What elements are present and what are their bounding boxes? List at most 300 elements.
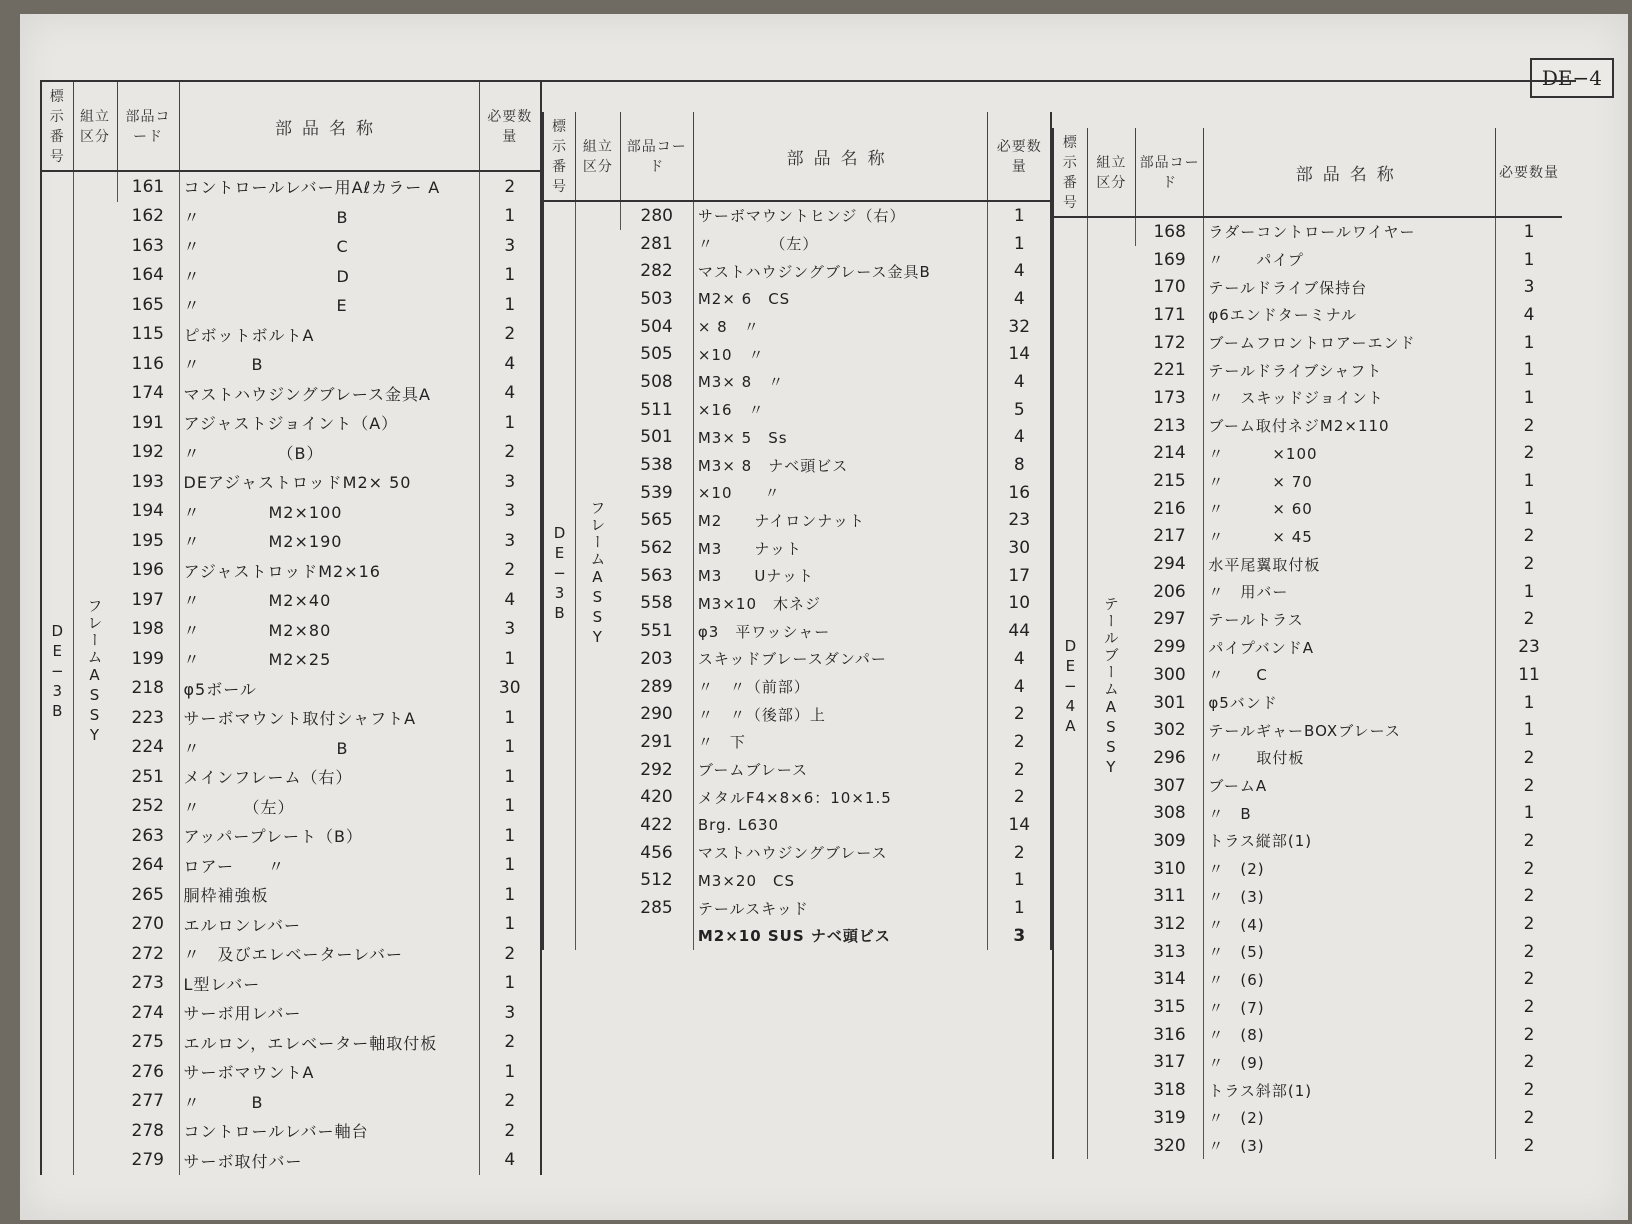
required-qty: 1 bbox=[479, 202, 541, 232]
required-qty: 3 bbox=[1496, 273, 1562, 301]
required-qty: 1 bbox=[988, 201, 1051, 230]
part-name: φ5バンド bbox=[1204, 689, 1496, 717]
required-qty: 2 bbox=[988, 700, 1051, 728]
part-code: 223 bbox=[131, 707, 164, 728]
part-code: 501 bbox=[640, 427, 673, 448]
required-qty: 2 bbox=[1496, 744, 1562, 772]
part-name: 胴枠補強板 bbox=[179, 880, 479, 910]
part-code: 505 bbox=[640, 344, 673, 365]
required-qty: 14 bbox=[988, 811, 1051, 839]
required-qty: 2 bbox=[479, 1116, 541, 1146]
part-code: 163 bbox=[131, 235, 164, 256]
required-qty: 4 bbox=[479, 379, 541, 409]
part-code: 307 bbox=[1153, 775, 1186, 796]
part-name: 〃 B bbox=[179, 733, 479, 763]
assembly-group-cell bbox=[1087, 217, 1135, 1159]
part-name: 〃 (8) bbox=[1204, 1021, 1496, 1049]
part-name: サーボマウントヒンジ（右） bbox=[693, 201, 988, 230]
part-code: 276 bbox=[131, 1061, 164, 1082]
assembly-group-label: フレームASSY bbox=[588, 499, 607, 648]
required-qty: 3 bbox=[479, 497, 541, 527]
part-code: 301 bbox=[1153, 692, 1186, 713]
required-qty: 1 bbox=[1496, 356, 1562, 384]
required-qty: 2 bbox=[1496, 966, 1562, 994]
part-name: マストハウジングブレース金具A bbox=[179, 379, 479, 409]
part-name: ×10 〃 bbox=[693, 479, 988, 507]
required-qty: 4 bbox=[479, 585, 541, 615]
part-name: 〃 用バー bbox=[1204, 578, 1496, 606]
required-qty: 2 bbox=[988, 783, 1051, 811]
part-code: 318 bbox=[1153, 1080, 1186, 1101]
part-code: 313 bbox=[1153, 941, 1186, 962]
part-code: 279 bbox=[131, 1150, 164, 1171]
part-name: 〃 C bbox=[179, 231, 479, 261]
part-code: 252 bbox=[131, 796, 164, 817]
part-name: アッパープレート（B） bbox=[179, 821, 479, 851]
required-qty: 1 bbox=[1496, 799, 1562, 827]
header-assembly-group: 組立区分 bbox=[1087, 128, 1135, 217]
part-name: 〃 （B） bbox=[179, 438, 479, 468]
assembly-group-label: フレームASSY bbox=[85, 597, 104, 746]
part-code: 511 bbox=[640, 399, 673, 420]
part-name: サーボマウント取付シャフトA bbox=[179, 703, 479, 733]
required-qty: 4 bbox=[988, 645, 1051, 673]
required-qty: 1 bbox=[479, 762, 541, 792]
required-qty: 3 bbox=[479, 615, 541, 645]
required-qty: 1 bbox=[1496, 329, 1562, 357]
required-qty: 1 bbox=[479, 703, 541, 733]
required-qty: 30 bbox=[988, 534, 1051, 562]
header-marker-no: 標示番号 bbox=[543, 112, 576, 201]
part-name: テールドライブ保持台 bbox=[1204, 273, 1496, 301]
required-qty: 2 bbox=[479, 320, 541, 350]
part-code: 274 bbox=[131, 1002, 164, 1023]
part-code: 289 bbox=[640, 676, 673, 697]
part-code: 291 bbox=[640, 731, 673, 752]
part-code: 194 bbox=[131, 501, 164, 522]
required-qty: 1 bbox=[479, 880, 541, 910]
part-code: 308 bbox=[1153, 803, 1186, 824]
part-name: 〃 M2×100 bbox=[179, 497, 479, 527]
part-code: 563 bbox=[640, 565, 673, 586]
part-code: 300 bbox=[1153, 664, 1186, 685]
part-name: Brg. L630 bbox=[693, 811, 988, 839]
part-name: 〃 〃（前部） bbox=[693, 673, 988, 701]
part-code: 192 bbox=[131, 442, 164, 463]
part-code: 263 bbox=[131, 825, 164, 846]
required-qty: 4 bbox=[988, 285, 1051, 313]
part-name: 〃 B bbox=[179, 202, 479, 232]
required-qty: 1 bbox=[1496, 217, 1562, 246]
part-name: φ3 平ワッシャー bbox=[693, 617, 988, 645]
required-qty: 1 bbox=[479, 792, 541, 822]
table-row bbox=[41, 171, 541, 202]
required-qty: 23 bbox=[988, 507, 1051, 535]
required-qty: 1 bbox=[479, 644, 541, 674]
required-qty: 1 bbox=[479, 821, 541, 851]
part-name: 〃 D bbox=[179, 261, 479, 291]
parts-table-1 bbox=[40, 82, 542, 1175]
required-qty: 2 bbox=[1496, 550, 1562, 578]
required-qty: 2 bbox=[1496, 938, 1562, 966]
required-qty: 1 bbox=[479, 851, 541, 881]
part-code: 213 bbox=[1153, 415, 1186, 436]
part-name: M3 ナット bbox=[693, 534, 988, 562]
part-name: ピボットボルトA bbox=[179, 320, 479, 350]
required-qty: 17 bbox=[988, 562, 1051, 590]
part-name: スキッドブレースダンパー bbox=[693, 645, 988, 673]
part-name: 水平尾翼取付板 bbox=[1204, 550, 1496, 578]
part-code: 217 bbox=[1153, 526, 1186, 547]
required-qty: 16 bbox=[988, 479, 1051, 507]
required-qty: 1 bbox=[479, 969, 541, 999]
part-name: ラダーコントロールワイヤー bbox=[1204, 217, 1496, 246]
part-code: 199 bbox=[131, 648, 164, 669]
part-name: サーボマウントA bbox=[179, 1057, 479, 1087]
part-name: トラス縦部(1) bbox=[1204, 827, 1496, 855]
part-name: 〃 下 bbox=[693, 728, 988, 756]
part-code: 558 bbox=[640, 593, 673, 614]
marker-cell bbox=[1053, 217, 1087, 1159]
part-name: 〃 （左） bbox=[179, 792, 479, 822]
part-code: 191 bbox=[131, 412, 164, 433]
part-name: エルロン，エレベーター軸取付板 bbox=[179, 1028, 479, 1058]
part-name: ×16 〃 bbox=[693, 396, 988, 424]
part-name: ブームフロントロアーエンド bbox=[1204, 329, 1496, 357]
part-code: 221 bbox=[1153, 360, 1186, 381]
required-qty: 2 bbox=[1496, 993, 1562, 1021]
part-code: 315 bbox=[1153, 997, 1186, 1018]
part-name: 〃 及びエレベーターレバー bbox=[179, 939, 479, 969]
part-code: 161 bbox=[117, 171, 179, 202]
part-name: DEアジャストロッドM2× 50 bbox=[179, 467, 479, 497]
part-name: ロアー 〃 bbox=[179, 851, 479, 881]
required-qty: 2 bbox=[1496, 855, 1562, 883]
required-qty: 2 bbox=[1496, 1104, 1562, 1132]
part-code: 215 bbox=[1153, 471, 1186, 492]
part-name: 〃 E bbox=[179, 290, 479, 320]
part-name: テールギャーBOXブレース bbox=[1204, 716, 1496, 744]
part-code: 296 bbox=[1153, 747, 1186, 768]
required-qty: 1 bbox=[479, 261, 541, 291]
part-code: 203 bbox=[640, 648, 673, 669]
part-code: 214 bbox=[1153, 443, 1186, 464]
required-qty: 2 bbox=[479, 171, 541, 202]
required-qty: 2 bbox=[479, 939, 541, 969]
assembly-group-cell bbox=[576, 201, 621, 950]
required-qty: 2 bbox=[1496, 412, 1562, 440]
table-row bbox=[1053, 217, 1562, 246]
marker-cell bbox=[41, 171, 73, 1175]
part-code: 196 bbox=[131, 560, 164, 581]
part-code: 174 bbox=[131, 383, 164, 404]
part-code: 277 bbox=[131, 1091, 164, 1112]
part-name: ブームA bbox=[1204, 772, 1496, 800]
required-qty: 4 bbox=[479, 1146, 541, 1176]
part-name: × 8 〃 bbox=[693, 313, 988, 341]
part-name: アジャストロッドM2×16 bbox=[179, 556, 479, 586]
required-qty: 1 bbox=[479, 290, 541, 320]
required-qty: 4 bbox=[1496, 301, 1562, 329]
required-qty: 2 bbox=[988, 728, 1051, 756]
required-qty: 8 bbox=[988, 451, 1051, 479]
marker-cell bbox=[543, 201, 576, 950]
required-qty: 1 bbox=[988, 230, 1051, 258]
part-name: テールドライブシャフト bbox=[1204, 356, 1496, 384]
part-code: 206 bbox=[1153, 581, 1186, 602]
required-qty: 2 bbox=[1496, 883, 1562, 911]
part-name: 〃 ×100 bbox=[1204, 440, 1496, 468]
required-qty: 1 bbox=[988, 894, 1051, 922]
part-name: M3 Uナット bbox=[693, 562, 988, 590]
part-code: 299 bbox=[1153, 637, 1186, 658]
required-qty: 2 bbox=[1496, 1132, 1562, 1160]
page-id-box: DE−4 bbox=[1530, 58, 1614, 98]
part-code: 281 bbox=[640, 233, 673, 254]
part-name: M2 ナイロンナット bbox=[693, 507, 988, 535]
required-qty: 1 bbox=[1496, 467, 1562, 495]
part-code: 562 bbox=[640, 538, 673, 559]
parts-list-sheet bbox=[36, 58, 1626, 1208]
marker-label: DE−3B bbox=[48, 621, 67, 722]
required-qty: 2 bbox=[1496, 910, 1562, 938]
part-code bbox=[620, 922, 693, 950]
part-name: 〃 × 45 bbox=[1204, 523, 1496, 551]
part-name: 〃 スキッドジョイント bbox=[1204, 384, 1496, 412]
required-qty: 2 bbox=[1496, 1021, 1562, 1049]
part-name: サーボ用レバー bbox=[179, 998, 479, 1028]
required-qty: 44 bbox=[988, 617, 1051, 645]
part-code: 173 bbox=[1153, 387, 1186, 408]
part-code: 539 bbox=[640, 482, 673, 503]
header-marker-no: 標示番号 bbox=[1053, 128, 1087, 217]
header-part-name: 部品名称 bbox=[179, 82, 479, 171]
required-qty: 3 bbox=[479, 526, 541, 556]
part-name: ×10 〃 bbox=[693, 340, 988, 368]
part-code: 165 bbox=[131, 294, 164, 315]
part-name: テールトラス bbox=[1204, 606, 1496, 634]
required-qty: 4 bbox=[988, 424, 1051, 452]
part-name: 〃 取付板 bbox=[1204, 744, 1496, 772]
part-code: 292 bbox=[640, 759, 673, 780]
required-qty: 1 bbox=[1496, 246, 1562, 274]
required-qty: 1 bbox=[1496, 689, 1562, 717]
part-code: 285 bbox=[640, 898, 673, 919]
part-code: 320 bbox=[1153, 1135, 1186, 1156]
part-name: M2×10 SUS ナベ頭ビス bbox=[693, 922, 988, 950]
part-name: 〃 M2×80 bbox=[179, 615, 479, 645]
part-code: 168 bbox=[1135, 217, 1203, 246]
required-qty: 1 bbox=[988, 867, 1051, 895]
part-code: 508 bbox=[640, 371, 673, 392]
required-qty: 2 bbox=[479, 438, 541, 468]
part-code: 538 bbox=[640, 455, 673, 476]
required-qty: 1 bbox=[1496, 384, 1562, 412]
required-qty: 5 bbox=[988, 396, 1051, 424]
part-name: パイプバンドA bbox=[1204, 633, 1496, 661]
required-qty: 32 bbox=[988, 313, 1051, 341]
part-name: M3×20 CS bbox=[693, 867, 988, 895]
required-qty: 2 bbox=[1496, 772, 1562, 800]
part-name: M2× 6 CS bbox=[693, 285, 988, 313]
part-code: 172 bbox=[1153, 332, 1186, 353]
part-name: 〃 (9) bbox=[1204, 1049, 1496, 1077]
part-name: マストハウジングブレース bbox=[693, 839, 988, 867]
part-code: 265 bbox=[131, 884, 164, 905]
required-qty: 4 bbox=[479, 349, 541, 379]
part-name: M3× 8 ナベ頭ビス bbox=[693, 451, 988, 479]
part-name: 〃 (6) bbox=[1204, 966, 1496, 994]
part-name: 〃 M2×190 bbox=[179, 526, 479, 556]
part-code: 314 bbox=[1153, 969, 1186, 990]
required-qty: 3 bbox=[479, 231, 541, 261]
part-code: 193 bbox=[131, 471, 164, 492]
required-qty: 4 bbox=[988, 673, 1051, 701]
part-name: M3× 8 〃 bbox=[693, 368, 988, 396]
required-qty: 30 bbox=[479, 674, 541, 704]
required-qty: 2 bbox=[1496, 1076, 1562, 1104]
required-qty: 2 bbox=[988, 839, 1051, 867]
part-code: 565 bbox=[640, 510, 673, 531]
part-name: φ6エンドターミナル bbox=[1204, 301, 1496, 329]
part-code: 224 bbox=[131, 737, 164, 758]
required-qty: 1 bbox=[479, 733, 541, 763]
part-name: 〃 (2) bbox=[1204, 1104, 1496, 1132]
part-code: 420 bbox=[640, 787, 673, 808]
header-marker-no: 標示番号 bbox=[41, 82, 73, 171]
part-code: 504 bbox=[640, 316, 673, 337]
part-name: 〃 × 70 bbox=[1204, 467, 1496, 495]
part-name: エルロンレバー bbox=[179, 910, 479, 940]
header-required-qty: 必要数量 bbox=[479, 82, 541, 171]
part-code: 319 bbox=[1153, 1107, 1186, 1128]
part-code: 197 bbox=[131, 589, 164, 610]
required-qty: 2 bbox=[479, 1028, 541, 1058]
part-name: トラス斜部(1) bbox=[1204, 1076, 1496, 1104]
part-name: 〃 (4) bbox=[1204, 910, 1496, 938]
required-qty: 2 bbox=[1496, 827, 1562, 855]
part-code: 280 bbox=[620, 201, 693, 230]
required-qty: 4 bbox=[988, 368, 1051, 396]
part-name: 〃 B bbox=[179, 1087, 479, 1117]
header-part-code: 部品コード bbox=[117, 82, 179, 171]
required-qty: 2 bbox=[1496, 440, 1562, 468]
part-name: ブーム取付ネジM2×110 bbox=[1204, 412, 1496, 440]
part-name: サーボ取付バー bbox=[179, 1146, 479, 1176]
header-part-code: 部品コード bbox=[620, 112, 693, 201]
required-qty: 1 bbox=[1496, 495, 1562, 523]
part-code: 422 bbox=[640, 814, 673, 835]
part-name: 〃 C bbox=[1204, 661, 1496, 689]
part-code: 278 bbox=[131, 1120, 164, 1141]
marker-label: DE−4A bbox=[1061, 636, 1080, 737]
required-qty: 1 bbox=[1496, 716, 1562, 744]
part-code: 317 bbox=[1153, 1052, 1186, 1073]
part-name: 〃 パイプ bbox=[1204, 246, 1496, 274]
required-qty: 2 bbox=[1496, 1049, 1562, 1077]
part-code: 162 bbox=[131, 206, 164, 227]
part-code: 311 bbox=[1153, 886, 1186, 907]
required-qty: 23 bbox=[1496, 633, 1562, 661]
part-name: 〃 B bbox=[1204, 799, 1496, 827]
part-code: 512 bbox=[640, 870, 673, 891]
part-code: 115 bbox=[131, 324, 164, 345]
part-name: マストハウジングブレース金具B bbox=[693, 257, 988, 285]
part-code: 302 bbox=[1153, 720, 1186, 741]
document-page bbox=[20, 14, 1628, 1220]
required-qty: 1 bbox=[1496, 578, 1562, 606]
part-name: M3× 5 Ss bbox=[693, 424, 988, 452]
required-qty: 2 bbox=[1496, 523, 1562, 551]
part-name: 〃 〃（後部）上 bbox=[693, 700, 988, 728]
part-name: 〃 B bbox=[179, 349, 479, 379]
part-name: コントロールレバー軸台 bbox=[179, 1116, 479, 1146]
part-name: 〃 (7) bbox=[1204, 993, 1496, 1021]
parts-table-2 bbox=[542, 112, 1052, 950]
part-code: 195 bbox=[131, 530, 164, 551]
part-code: 270 bbox=[131, 914, 164, 935]
part-code: 264 bbox=[131, 855, 164, 876]
part-code: 273 bbox=[131, 973, 164, 994]
part-name: アジャストジョイント（A） bbox=[179, 408, 479, 438]
part-code: 312 bbox=[1153, 914, 1186, 935]
required-qty: 2 bbox=[1496, 606, 1562, 634]
table-row bbox=[543, 201, 1051, 230]
part-code: 251 bbox=[131, 766, 164, 787]
assembly-group-label: テールブームASSY bbox=[1101, 595, 1120, 778]
part-code: 309 bbox=[1153, 830, 1186, 851]
part-code: 551 bbox=[640, 621, 673, 642]
header-part-name: 部品名称 bbox=[1204, 128, 1496, 217]
part-name: L型レバー bbox=[179, 969, 479, 999]
part-code: 116 bbox=[131, 353, 164, 374]
part-code: 310 bbox=[1153, 858, 1186, 879]
part-name: 〃 (5) bbox=[1204, 938, 1496, 966]
required-qty: 1 bbox=[479, 910, 541, 940]
part-name: 〃 (2) bbox=[1204, 855, 1496, 883]
part-name: 〃 (3) bbox=[1204, 883, 1496, 911]
part-name: φ5ボール bbox=[179, 674, 479, 704]
part-name: 〃 × 60 bbox=[1204, 495, 1496, 523]
marker-label: DE−3B bbox=[550, 523, 569, 624]
part-name: テールスキッド bbox=[693, 894, 988, 922]
part-code: 164 bbox=[131, 265, 164, 286]
parts-tables bbox=[40, 80, 1576, 1198]
part-name: ブームブレース bbox=[693, 756, 988, 784]
part-name: 〃 (3) bbox=[1204, 1132, 1496, 1160]
part-code: 503 bbox=[640, 288, 673, 309]
header-part-code: 部品コード bbox=[1135, 128, 1203, 217]
required-qty: 10 bbox=[988, 590, 1051, 618]
required-qty: 2 bbox=[988, 756, 1051, 784]
part-code: 171 bbox=[1153, 304, 1186, 325]
part-code: 216 bbox=[1153, 498, 1186, 519]
required-qty: 1 bbox=[479, 1057, 541, 1087]
part-name: メインフレーム（右） bbox=[179, 762, 479, 792]
required-qty: 3 bbox=[988, 922, 1051, 950]
part-code: 198 bbox=[131, 619, 164, 640]
header-required-qty: 必要数量 bbox=[1496, 128, 1562, 217]
required-qty: 1 bbox=[479, 408, 541, 438]
required-qty: 14 bbox=[988, 340, 1051, 368]
part-name: M3×10 木ネジ bbox=[693, 590, 988, 618]
part-name: 〃 （左） bbox=[693, 230, 988, 258]
part-code: 290 bbox=[640, 704, 673, 725]
part-code: 316 bbox=[1153, 1024, 1186, 1045]
part-name: 〃 M2×25 bbox=[179, 644, 479, 674]
part-code: 218 bbox=[131, 678, 164, 699]
part-code: 275 bbox=[131, 1032, 164, 1053]
